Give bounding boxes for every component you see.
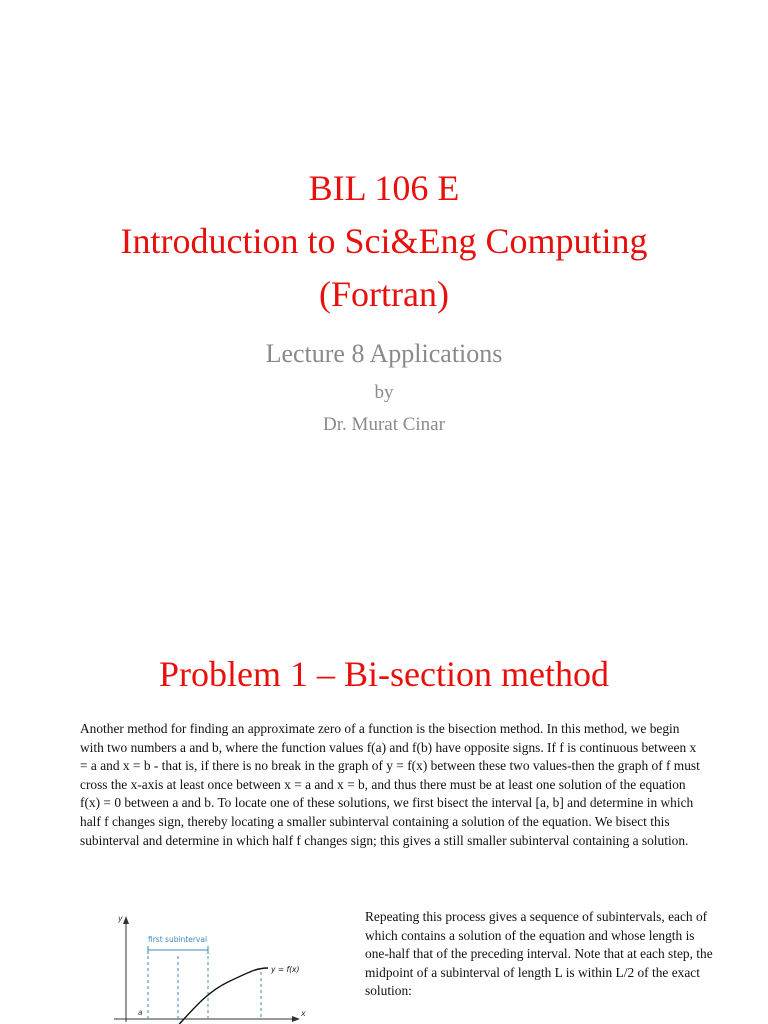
author-name: Dr. Murat Cinar xyxy=(323,414,445,435)
bisection-description: Another method for finding an approximate zero of a function is the bisection method. In this method, we begin with two numbers a and b, where the function values f(a) and f(b) have opposite signs. If f is continuous between x = a and x = b - that is, if there is no break in the graph of y = f(x) between these two values-then the graph of f must cross the x-axis at least once between x = a and x = b, and thus there must be at least one solution of the equation f(x) = 0 between a and b. To locate one of these solutions, we first bisect the interval [a, b] and determine in which half f changes sign, thereby locating a smaller subinterval containing a solution of the equation. We bisect this subinterval and determine in which half f changes sign; this gives a still smaller subinterval containing a solution. xyxy=(80,721,700,848)
lecture-subtitle: Lecture 8 Applications xyxy=(265,339,503,368)
slide-title xyxy=(0,162,768,321)
repeating-process-text: Repeating this process gives a sequence of subintervals, each of which contains a solution of the equation and whose length is one-half that of the preceding interval. Note that at each step, the midpoint of a subinterval of length L is within L/2 of the exact solution: xyxy=(365,909,713,999)
x-axis-label: x xyxy=(301,1009,306,1018)
bisection-figure xyxy=(108,912,308,1024)
slide-title: Problem 1 – Bi-section method xyxy=(159,654,609,694)
subinterval-label: first subinterval xyxy=(148,935,208,944)
label-a: a xyxy=(138,1008,143,1017)
by-label: by xyxy=(374,382,394,403)
title-line-name: Introduction to Sci&Eng Computing xyxy=(120,221,648,261)
function-curve xyxy=(168,968,268,1024)
x-axis-arrow xyxy=(292,1016,300,1022)
curve-label: y = f(x) xyxy=(271,965,300,974)
title-line-language: (Fortran) xyxy=(319,274,449,314)
title-line-course: BIL 106 E xyxy=(308,168,460,208)
y-axis-arrow xyxy=(123,916,129,924)
y-axis-label: y xyxy=(118,914,123,923)
content-slide xyxy=(0,512,768,1024)
